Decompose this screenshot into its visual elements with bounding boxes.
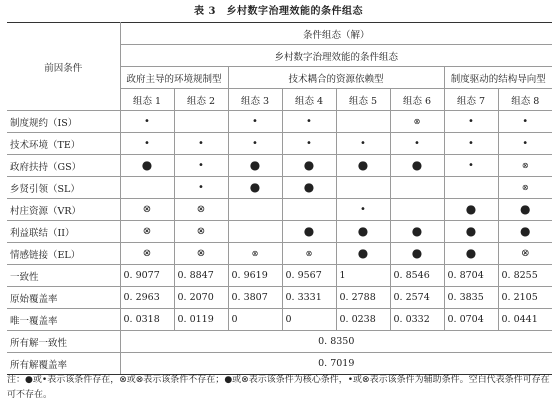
- condition-cell: [120, 177, 174, 199]
- core-present-symbol: ●: [357, 158, 369, 173]
- aux-present-symbol: •: [468, 137, 474, 149]
- aux-present-symbol: •: [306, 115, 312, 127]
- metric-value: 0. 2788: [336, 287, 390, 309]
- condition-label: 情感链接（EL）: [7, 243, 120, 265]
- metric-label: 一致性: [7, 265, 120, 287]
- condition-cell: [390, 177, 444, 199]
- condition-cell: [444, 177, 498, 199]
- aux-present-symbol: •: [198, 159, 204, 171]
- condition-cell: [174, 177, 228, 199]
- condition-label: 乡贤引领（SL）: [7, 177, 120, 199]
- condition-cell: [390, 155, 444, 177]
- condition-cell: [120, 243, 174, 265]
- core-absent-symbol: ⊗: [142, 203, 152, 215]
- condition-cell: [336, 243, 390, 265]
- condition-cell: [498, 177, 552, 199]
- aux-absent-symbol: ⊗: [305, 248, 313, 258]
- condition-cell: [120, 133, 174, 155]
- condition-cell: [336, 177, 390, 199]
- metric-value: 0. 2963: [120, 287, 174, 309]
- aux-present-symbol: •: [198, 181, 204, 193]
- metric-value: 0. 2105: [498, 287, 552, 309]
- metric-value: 0. 8847: [174, 265, 228, 287]
- condition-cell: [174, 243, 228, 265]
- condition-cell: [282, 243, 336, 265]
- note-symbol: •或⊗: [347, 375, 370, 385]
- table-row: [7, 199, 552, 221]
- condition-label: 村庄资源（VR）: [7, 199, 120, 221]
- aux-absent-symbol: ⊗: [413, 116, 421, 126]
- metric-label: 唯一覆盖率: [7, 309, 120, 331]
- core-absent-symbol: ⊗: [196, 225, 206, 237]
- core-absent-symbol: ⊗: [196, 203, 206, 215]
- core-absent-symbol: ⊗: [142, 247, 152, 259]
- condition-cell: [390, 133, 444, 155]
- config-header: 组态 3: [228, 89, 282, 111]
- group-header: 技术耦合的资源依赖型: [228, 67, 444, 89]
- condition-label: 利益联结（II）: [7, 221, 120, 243]
- table-note: [7, 373, 552, 403]
- condition-cell: [120, 199, 174, 221]
- condition-cell: [174, 111, 228, 133]
- config-table: [7, 22, 552, 375]
- aux-present-symbol: •: [468, 159, 474, 171]
- condition-cell: [282, 111, 336, 133]
- core-absent-symbol: ⊗: [196, 247, 206, 259]
- metric-value: 0. 8255: [498, 265, 552, 287]
- metric-value: 0. 9077: [120, 265, 174, 287]
- outcome-header: 乡村数字治理效能的条件组态: [120, 45, 552, 67]
- solution-consistency-row: [7, 331, 552, 353]
- metric-row: [7, 309, 552, 331]
- core-present-symbol: ●: [411, 224, 423, 239]
- table-row: [7, 133, 552, 155]
- metric-value: 0. 8546: [390, 265, 444, 287]
- core-present-symbol: ●: [465, 246, 477, 261]
- condition-cell: [174, 133, 228, 155]
- solution-consistency-label: 所有解一致性: [7, 331, 120, 353]
- metric-value: 0. 3807: [228, 287, 282, 309]
- table-row: [7, 221, 552, 243]
- condition-cell: [228, 111, 282, 133]
- aux-present-symbol: •: [144, 115, 150, 127]
- metric-value: 0. 8704: [444, 265, 498, 287]
- aux-present-symbol: •: [198, 137, 204, 149]
- metric-value: 0: [228, 309, 282, 331]
- condition-cell: [228, 243, 282, 265]
- metric-row: [7, 287, 552, 309]
- table-row: [7, 177, 552, 199]
- table-caption: 表 3 乡村数字治理效能的条件组态: [194, 6, 363, 17]
- note-symbol: ●或⊗: [224, 375, 249, 385]
- condition-cell: [498, 221, 552, 243]
- aux-present-symbol: •: [468, 115, 474, 127]
- metric-label: 原始覆盖率: [7, 287, 120, 309]
- config-header: 组态 8: [498, 89, 552, 111]
- aux-present-symbol: •: [360, 137, 366, 149]
- condition-cell: [228, 199, 282, 221]
- aux-present-symbol: •: [522, 115, 529, 127]
- core-present-symbol: ●: [303, 158, 315, 173]
- cond-col-header: 前因条件: [7, 23, 120, 111]
- metric-value: 0. 0332: [390, 309, 444, 331]
- config-header: 组态 7: [444, 89, 498, 111]
- table-row: [7, 243, 552, 265]
- core-present-symbol: ●: [411, 246, 423, 261]
- condition-cell: [498, 199, 552, 221]
- condition-cell: [390, 111, 444, 133]
- core-present-symbol: ●: [357, 224, 369, 239]
- condition-cell: [336, 199, 390, 221]
- condition-cell: [444, 199, 498, 221]
- condition-cell: [228, 221, 282, 243]
- note-text: 注：: [7, 375, 26, 385]
- solution-coverage-label: 所有解覆盖率: [7, 353, 120, 375]
- note-text: 表示该条件不存在；: [143, 375, 225, 385]
- metric-value: 0. 9619: [228, 265, 282, 287]
- solution-consistency-value: 0. 8350: [120, 331, 552, 353]
- condition-cell: [498, 155, 552, 177]
- condition-cell: [498, 133, 552, 155]
- condition-cell: [444, 133, 498, 155]
- condition-cell: [336, 111, 390, 133]
- condition-cell: [120, 155, 174, 177]
- aux-present-symbol: •: [414, 137, 420, 149]
- condition-cell: [282, 177, 336, 199]
- core-present-symbol: ●: [303, 224, 315, 239]
- core-present-symbol: ●: [465, 224, 477, 239]
- condition-cell: [228, 155, 282, 177]
- metric-value: 0. 3331: [282, 287, 336, 309]
- group-header: 政府主导的环境规制型: [120, 67, 228, 89]
- condition-cell: [498, 111, 552, 133]
- aux-present-symbol: •: [252, 115, 258, 127]
- core-present-symbol: ●: [465, 202, 477, 217]
- metric-value: 0. 0318: [120, 309, 174, 331]
- core-present-symbol: ●: [141, 158, 153, 173]
- note-symbol: ●或•: [25, 375, 48, 385]
- metric-row: [7, 265, 552, 287]
- aux-present-symbol: •: [522, 137, 529, 149]
- aux-present-symbol: •: [360, 203, 366, 215]
- condition-cell: [174, 221, 228, 243]
- core-present-symbol: ●: [520, 202, 531, 217]
- metric-value: 0. 2574: [390, 287, 444, 309]
- condition-cell: [228, 133, 282, 155]
- condition-label: 政府扶持（GS）: [7, 155, 120, 177]
- config-header: 组态 4: [282, 89, 336, 111]
- config-header: 组态 6: [390, 89, 444, 111]
- aux-absent-symbol: ⊗: [251, 248, 259, 258]
- aux-absent-symbol: ⊗: [521, 160, 529, 170]
- core-present-symbol: ●: [520, 224, 531, 239]
- condition-cell: [498, 243, 552, 265]
- metric-value: 0. 0704: [444, 309, 498, 331]
- core-present-symbol: ●: [249, 180, 261, 195]
- metric-value: 0: [282, 309, 336, 331]
- table-row: [7, 111, 552, 133]
- condition-cell: [444, 155, 498, 177]
- solution-coverage-value: 0. 7019: [120, 353, 552, 375]
- condition-cell: [120, 111, 174, 133]
- metric-value: 0. 0238: [336, 309, 390, 331]
- condition-label: 技术环境（TE）: [7, 133, 120, 155]
- condition-cell: [228, 177, 282, 199]
- condition-cell: [444, 111, 498, 133]
- condition-cell: [282, 221, 336, 243]
- core-present-symbol: ●: [249, 158, 261, 173]
- config-header: 组态 2: [174, 89, 228, 111]
- condition-cell: [390, 199, 444, 221]
- condition-label: 制度规约（IS）: [7, 111, 120, 133]
- group-header: 制度驱动的结构导向型: [444, 67, 552, 89]
- condition-cell: [282, 155, 336, 177]
- metric-value: 0. 3835: [444, 287, 498, 309]
- core-absent-symbol: ⊗: [142, 225, 152, 237]
- aux-present-symbol: •: [252, 137, 258, 149]
- metric-value: 0. 9567: [282, 265, 336, 287]
- metric-value: 0. 0119: [174, 309, 228, 331]
- note-text: 表示该条件存在，: [47, 375, 120, 385]
- condition-cell: [174, 155, 228, 177]
- condition-cell: [336, 155, 390, 177]
- core-present-symbol: ●: [411, 158, 423, 173]
- aux-present-symbol: •: [306, 137, 312, 149]
- solution-coverage-row: [7, 353, 552, 375]
- note-text: 表示该条件为核心条件，: [248, 375, 348, 385]
- condition-cell: [390, 221, 444, 243]
- core-present-symbol: ●: [303, 180, 315, 195]
- condition-cell: [444, 243, 498, 265]
- condition-cell: [336, 221, 390, 243]
- aux-absent-symbol: ⊗: [521, 182, 529, 192]
- table-row: [7, 155, 552, 177]
- metric-value: 0. 0441: [498, 309, 552, 331]
- note-text: 表示该条件为辅助条件。空白代表条件可存在可不存在。: [7, 375, 550, 400]
- condition-cell: [174, 199, 228, 221]
- config-header: 组态 1: [120, 89, 174, 111]
- condition-cell: [282, 199, 336, 221]
- config-header: 组态 5: [336, 89, 390, 111]
- aux-present-symbol: •: [144, 137, 150, 149]
- condition-cell: [444, 221, 498, 243]
- config-solution-header: 条件组态（解）: [120, 23, 552, 45]
- core-absent-symbol: ⊗: [521, 247, 530, 259]
- condition-cell: [390, 243, 444, 265]
- condition-cell: [282, 133, 336, 155]
- core-present-symbol: ●: [357, 246, 369, 261]
- metric-value: 1: [336, 265, 390, 287]
- condition-cell: [336, 133, 390, 155]
- metric-value: 0. 2070: [174, 287, 228, 309]
- note-symbol: ⊗或⊗: [119, 375, 144, 385]
- condition-cell: [120, 221, 174, 243]
